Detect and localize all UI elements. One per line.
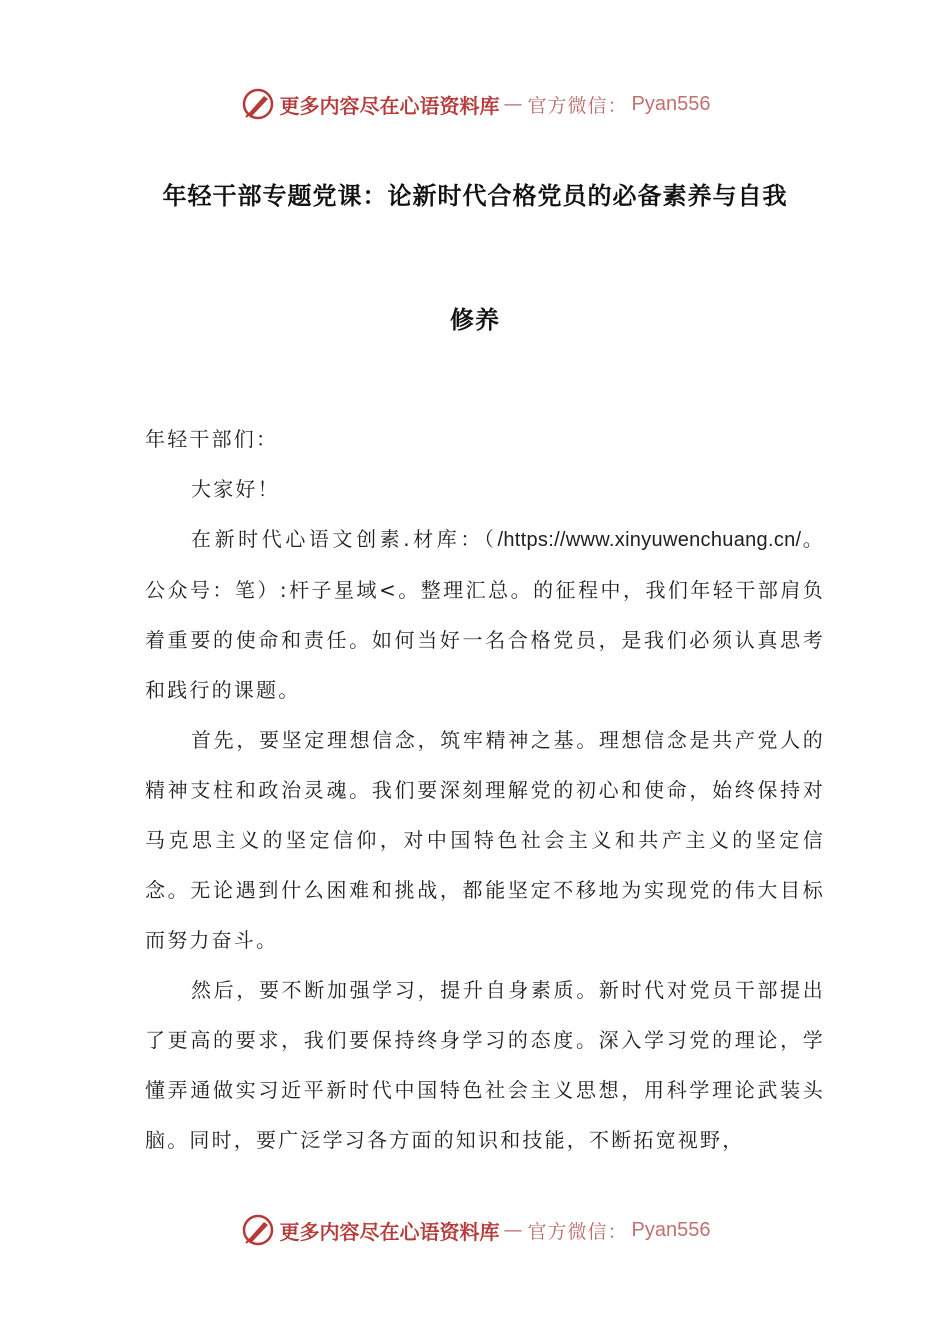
watermark-sub-text: 官方微信： bbox=[527, 1220, 628, 1243]
paragraph-3: 然后，要不断加强学习，提升自身素质。新时代对党员干部提出了更高的要求，我们要保持终身学习的态度。深入学习党的理论，学懂弄通做实习近平新时代中国特色社会主义思想，用科学理论武装头脑。同时，要广泛学习各方面的知识和技能，不断拓宽视野， bbox=[145, 978, 825, 1152]
paragraph-2: 首先，要坚定理想信念，筑牢精神之基。理想信念是共产党人的精神支柱和政治灵魂。我们要深刻理解党的初心和使命，始终保持对马克思主义的坚定信仰，对中国特色社会主义和共产主义的坚定信念。无论遇到什么困难和挑战，都能坚定不移地为实现党的伟大目标而努力奋斗。 bbox=[145, 728, 825, 952]
salutation: 年轻干部们： bbox=[145, 427, 279, 451]
watermark-main-text: 更多内容尽在心语资料库 bbox=[279, 1219, 500, 1244]
watermark-dash: — bbox=[503, 1219, 524, 1241]
paragraph-1 bbox=[145, 514, 825, 715]
page-title-line-2: 修养 bbox=[450, 306, 500, 334]
watermark-main-text: 更多内容尽在心语资料库 bbox=[279, 93, 500, 118]
watermark-wechat-id: Pyan556 bbox=[631, 1218, 711, 1241]
paragraph-1-rest: 。公众号：笔）:杆子星域<。整理汇总。的征程中，我们年轻干部肩负着重要的使命和责任。如何当好一名合格党员，是我们必须认真思考和践行的课题。 bbox=[145, 527, 825, 702]
source-url: /https://www.xinyuwenchuang.cn/ bbox=[497, 529, 802, 551]
paragraph-1-lead: 在新时代心语文创素.材库：（ bbox=[191, 527, 498, 551]
watermark-wechat-id: Pyan556 bbox=[631, 92, 711, 115]
greeting: 大家好！ bbox=[191, 477, 280, 501]
pen-logo-icon bbox=[240, 1212, 276, 1248]
footer-watermark bbox=[0, 1210, 950, 1250]
document-body bbox=[145, 414, 825, 1165]
pen-logo-icon bbox=[240, 86, 276, 122]
watermark-dash: — bbox=[503, 93, 524, 115]
watermark-sub-text: 官方微信： bbox=[527, 94, 628, 117]
header-watermark bbox=[0, 84, 950, 124]
page-title-line-1: 年轻干部专题党课：论新时代合格党员的必备素养与自我 bbox=[162, 182, 788, 210]
